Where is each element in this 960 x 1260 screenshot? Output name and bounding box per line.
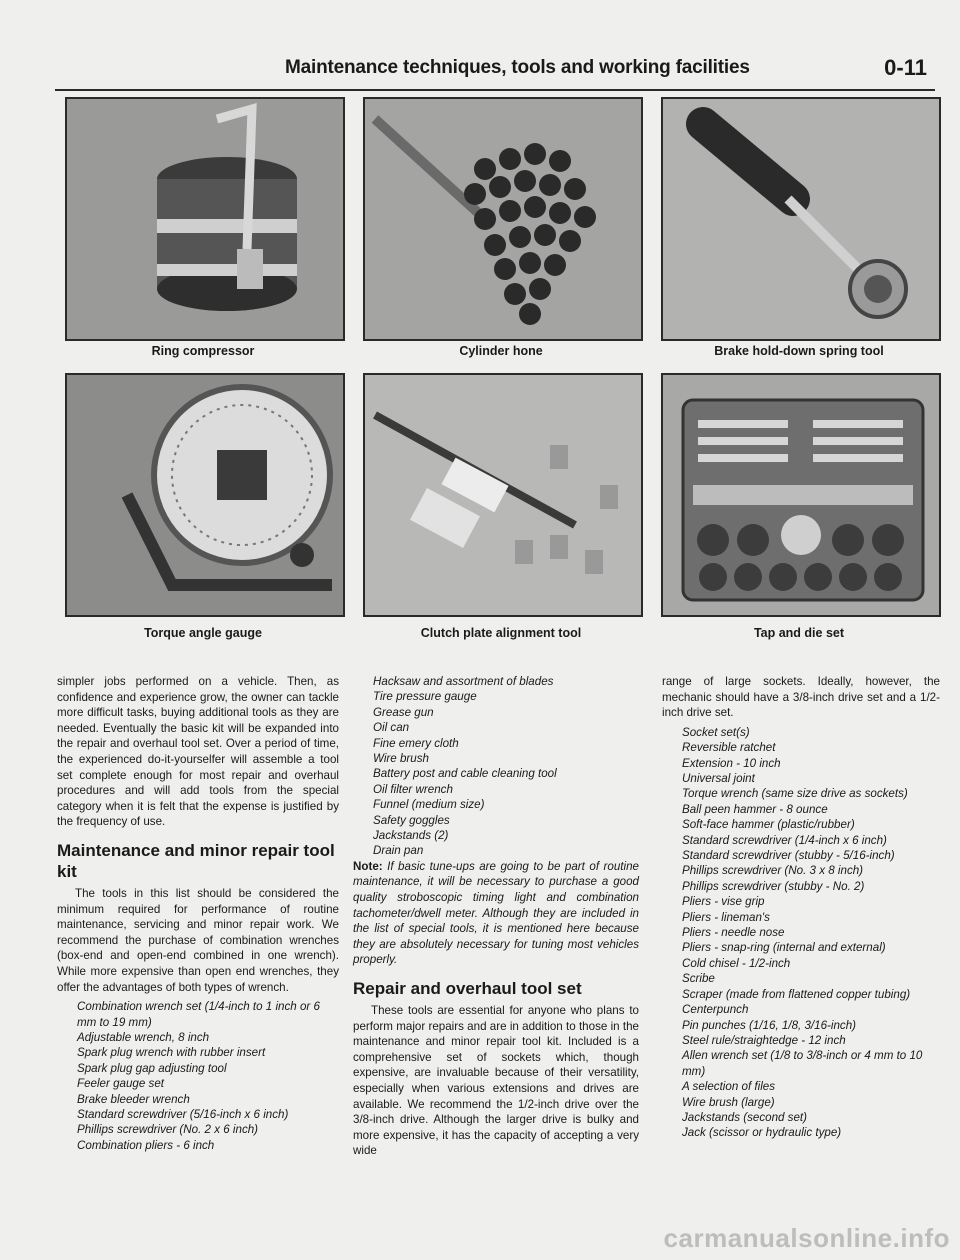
list-item: Cold chisel - 1/2-inch (682, 956, 791, 970)
page-header (55, 55, 935, 91)
figure-caption: Tap and die set (753, 626, 845, 640)
list-item: Safety goggles (373, 813, 450, 827)
list-item: Socket set(s) (682, 725, 750, 739)
list-item: Wire brush (large) (682, 1095, 775, 1109)
list-item: Torque wrench (same size drive as sockets) (682, 787, 908, 801)
list-item: Adjustable wrench, 8 inch (77, 1030, 210, 1044)
page-title: Maintenance techniques, tools and working facilities (285, 57, 750, 78)
section-heading: Maintenance and minor repair tool kit (57, 840, 335, 881)
page-number: 0-11 (884, 55, 927, 80)
list-item: Extension - 10 inch (682, 756, 781, 770)
cylinder-hone-photo (363, 97, 643, 341)
figure-caption: Cylinder hone (459, 344, 543, 358)
list-item: Battery post and cable cleaning tool (373, 767, 557, 781)
list-item: Pliers - snap-ring (internal and external) (682, 941, 886, 955)
list-item: Funnel (medium size) (373, 798, 485, 812)
list-item: Scribe (682, 972, 715, 986)
paragraph: simpler jobs performed on a vehicle. Then, as confidence and experience grow, the owner can tackle more difficult tasks, buying additional tools as they are needed. Eventually the basic kit will be expanded into the repair and overhaul tool set. Over a period of time, the experienced do-it-yourselfer will assemble a tool set complete enough for most repair and overhaul procedures and will add tools from the special category when it is felt that the expense is justified by the frequency of use. (57, 675, 339, 829)
clutch-alignment-tool-photo (363, 373, 643, 617)
list-item: Phillips screwdriver (No. 2 x 6 inch) (77, 1123, 259, 1137)
text-column-2 (353, 674, 639, 1159)
list-item: Fine emery cloth (373, 736, 459, 750)
figure-caption: Torque angle gauge (144, 626, 262, 640)
ring-compressor-photo (65, 97, 345, 341)
tool-list (662, 725, 940, 1141)
torque-angle-gauge-photo (65, 373, 345, 617)
list-item: Grease gun (373, 705, 434, 719)
list-item: Standard screwdriver (stubby - 5/16-inch) (682, 849, 895, 863)
text-column-3 (662, 674, 940, 1141)
list-item: Feeler gauge set (77, 1077, 165, 1091)
paragraph: range of large sockets. Ideally, however, the mechanic should have a 3/8-inch drive set and a 1/2-inch drive set. (662, 675, 940, 720)
list-item: Jackstands (2) (373, 829, 449, 843)
list-item: Oil can (373, 721, 410, 735)
list-item: Combination wrench set (1/4-inch to 1 inch or 6 mm to 19 mm) (77, 1000, 320, 1029)
list-item: Phillips screwdriver (No. 3 x 8 inch) (682, 864, 864, 878)
list-item: Allen wrench set (1/8 to 3/8-inch or 4 mm to 10 mm) (682, 1049, 923, 1078)
list-item: Steel rule/straightedge - 12 inch (682, 1033, 846, 1047)
note (353, 859, 639, 968)
text-column-1 (57, 674, 339, 1153)
list-item: Soft-face hammer (plastic/rubber) (682, 818, 855, 832)
list-item: Spark plug wrench with rubber insert (77, 1046, 266, 1060)
list-item: A selection of files (682, 1080, 776, 1094)
tool-list (57, 999, 339, 1153)
list-item: Standard screwdriver (5/16-inch x 6 inch) (77, 1107, 289, 1121)
brake-spring-tool-photo (661, 97, 941, 341)
list-item: Tire pressure gauge (373, 690, 477, 704)
list-item: Pliers - needle nose (682, 926, 785, 940)
list-item: Hacksaw and assortment of blades (373, 675, 554, 688)
list-item: Scraper (made from flattened copper tubing) (682, 987, 911, 1001)
list-item: Combination pliers - 6 inch (77, 1138, 215, 1152)
list-item: Drain pan (373, 844, 424, 858)
figure-caption: Clutch plate alignment tool (420, 626, 582, 640)
list-item: Centerpunch (682, 1003, 749, 1017)
list-item: Oil filter wrench (373, 782, 453, 796)
note-label: Note: (353, 859, 383, 873)
list-item: Jack (scissor or hydraulic type) (682, 1126, 842, 1140)
note-text: If basic tune-ups are going to be part of routine maintenance, it will be necessary to purchase a good quality stroboscopic timing light and combination tachometer/dwell meter. Although they are included in the list of special tools, it is mentioned here because they are absolutely necessary for tuning most vehicles properly. (353, 859, 639, 967)
tap-and-die-set-photo (661, 373, 941, 617)
list-item: Reversible ratchet (682, 741, 776, 755)
list-item: Brake bleeder wrench (77, 1092, 190, 1106)
list-item: Standard screwdriver (1/4-inch x 6 inch) (682, 833, 887, 847)
list-item: Wire brush (373, 752, 429, 766)
list-item: Phillips screwdriver (stubby - No. 2) (682, 879, 865, 893)
list-item: Universal joint (682, 772, 755, 785)
section-heading: Repair and overhaul tool set (353, 979, 582, 999)
paragraph: These tools are essential for anyone who plans to perform major repairs and are in addition to those in the maintenance and minor repair tool kit. Included is a comprehensive set of sockets which, though expensive, are invaluable because of their versatility, especially when various extensions and drives are available. We recommend the 1/2-inch drive over the 3/8-inch drive. Although the larger drive is bulky and more expensive, it has the capacity of accepting a very wide (353, 1004, 639, 1158)
list-item: Pin punches (1/16, 1/8, 3/16-inch) (682, 1018, 857, 1032)
list-item: Ball peen hammer - 8 ounce (682, 802, 828, 816)
paragraph: The tools in this list should be considered the minimum required for performance of routine maintenance, servicing and minor repair work. We recommend the purchase of combination wrenches (box-end and open-end combined in one wrench). While more expensive than open end wrenches, they offer the advantages of both types of wrench. (57, 886, 339, 994)
list-item: Pliers - vise grip (682, 895, 765, 909)
list-item: Pliers - lineman's (682, 910, 770, 924)
watermark: carmanualsonline.info (663, 1223, 950, 1253)
tool-list (353, 674, 639, 859)
figure-caption: Brake hold-down spring tool (714, 344, 884, 358)
list-item: Jackstands (second set) (682, 1110, 808, 1124)
figure-caption: Ring compressor (151, 344, 255, 358)
list-item: Spark plug gap adjusting tool (77, 1061, 227, 1075)
